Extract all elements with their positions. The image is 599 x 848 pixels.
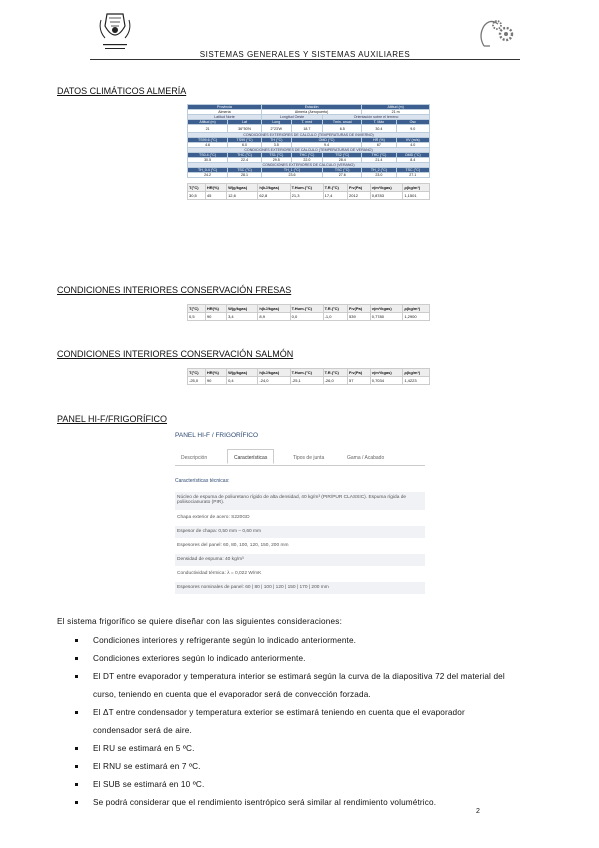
- climate-cell: TSC (°C): [228, 168, 262, 173]
- climate-cell: 23.0: [362, 173, 396, 178]
- header-title: SISTEMAS GENERALES Y SISTEMAS AUXILIARES: [199, 50, 411, 59]
- salmon-header: h(kJ/kgas): [258, 369, 290, 377]
- psychro-value: 30,5: [188, 192, 206, 200]
- salmon-value: -25,1: [290, 377, 323, 385]
- climate-cell: THC (°C): [362, 153, 396, 158]
- climate-cell: 29.5: [261, 158, 291, 163]
- characteristic-row: Núcleo de espuma de poliuretano rígido de alta densidad, 40 kg/m³ (PIR/PUR CLASSIC). Espuma rígida de poliisocianurato (PIR).: [175, 492, 425, 510]
- salmon-header: W(g/kgas): [227, 369, 258, 377]
- tab-descripcion[interactable]: Descripción: [181, 455, 208, 461]
- list-item-text: El RNU se estimará en 7 ºC.: [93, 762, 201, 771]
- climate-cell: 4.0: [396, 143, 429, 148]
- climate-cell: TH_0.4 (°C): [188, 168, 228, 173]
- bullet-icon: [75, 657, 78, 660]
- characteristic-row: Conductividad térmica: λ = 0,022 W/mK: [177, 571, 262, 576]
- characteristic-row: Densidad de espuma: 40 kg/m³: [175, 554, 425, 566]
- climate-cell: THC (°C): [228, 153, 262, 158]
- climate-cell: TS0.4 (°C): [188, 153, 228, 158]
- list-item-text: Condiciones interiores y refrigerante según lo indicado anteriormente.: [93, 636, 357, 645]
- list-item-text: El RU se estimará en 5 ºC.: [93, 744, 195, 753]
- section-title-panel: PANEL HI-F/FRIGORÍFICO: [57, 414, 168, 424]
- climate-cell: 2°23'W: [261, 125, 291, 133]
- climate-cell: 21.4: [362, 158, 396, 163]
- psychro-value: 0,8783: [370, 192, 403, 200]
- psychro-header: P.v(Pa): [348, 184, 371, 192]
- climate-cell: TSC (°C): [396, 168, 429, 173]
- section-title-climate: DATOS CLIMÁTICOS ALMERÍA: [57, 86, 187, 96]
- university-logo: [95, 10, 135, 54]
- climate-cell: TS99 (°C): [228, 138, 262, 143]
- climate-cell: Lat: [228, 120, 262, 125]
- panel-tabs: [175, 449, 425, 466]
- list-item-text: El ΔT entre condensador y temperatura exterior se estimará teniendo en cuenta que el evaporador condensador será de aire.: [93, 708, 465, 735]
- salmon-table: [187, 368, 430, 385]
- fresas-header: T.R.(°C): [323, 305, 347, 313]
- consideration-list: [75, 632, 515, 812]
- bullet-icon: [75, 765, 78, 768]
- characteristic-row: Espesores del panel: 60, 80, 100, 120, 150, 200 mm: [177, 543, 289, 548]
- climate-cell: Osc: [396, 120, 429, 125]
- climate-cell: HR (%): [362, 138, 396, 143]
- climate-cell-highlighted: THC (°C): [291, 153, 322, 158]
- list-item-text: El SUB se estimará en 10 ºC.: [93, 780, 205, 789]
- salmon-value: 1,4223: [403, 377, 430, 385]
- characteristic-row: Espesores nominales de panel: 60 | 80 | 100 | 120 | 150 | 170 | 200 mm: [175, 582, 425, 594]
- climate-cell-highlighted: TH_1 (°C): [261, 168, 322, 173]
- climate-data-table: [187, 104, 430, 200]
- climate-cell: VV (m/s): [396, 138, 429, 143]
- climate-band: CONDICIONES EXTERIORES DE CÁLCULO (TEMPERATURAS DE VERANO): [188, 148, 430, 153]
- fresas-value: 0,0: [290, 313, 323, 321]
- psychro-value: 12,6: [227, 192, 258, 200]
- bullet-icon: [75, 801, 78, 804]
- climate-cell: 4.6: [188, 143, 228, 148]
- climate-cell: Latitud Norte: [188, 115, 262, 120]
- climate-cell: Orientación sobre el terreno: [323, 115, 430, 120]
- list-item: [75, 758, 515, 776]
- fresas-header: h(kJ/kgas): [258, 305, 290, 313]
- climate-band: CONDICIONES EXTERIORES DE CÁLCULO (TEMPERATURAS DE INVIERNO): [188, 133, 430, 138]
- psychro-header: T.R.(°C): [323, 184, 347, 192]
- climate-cell: 18.7: [291, 125, 322, 133]
- fresas-header: T.Hum.(°C): [290, 305, 323, 313]
- header-rule: [90, 59, 520, 60]
- climate-cell: Provincia: [188, 105, 262, 110]
- bullet-icon: [75, 639, 78, 642]
- climate-cell: Almería (Aeropuerto): [261, 110, 361, 115]
- fresas-header: ρ(kg/m³): [403, 305, 430, 313]
- climate-cell: Tmin. anual: [323, 120, 362, 125]
- bullet-icon: [75, 675, 78, 678]
- salmon-value: -26,0: [323, 377, 347, 385]
- fresas-value: 0,7780: [370, 313, 403, 321]
- list-item: [75, 668, 515, 704]
- salmon-value: 90: [205, 377, 226, 385]
- climate-cell: TH (°C): [261, 138, 291, 143]
- list-item: [75, 776, 515, 794]
- list-item: [75, 704, 515, 740]
- intro-paragraph: El sistema frigorífico se quiere diseñar con las siguientes consideraciones:: [57, 617, 343, 626]
- page-number: 2: [476, 808, 480, 815]
- climate-cell: 27.6: [323, 173, 362, 178]
- climate-cell: Altitud (m): [188, 120, 228, 125]
- climate-band: CONDICIONES EXTERIORES DE CÁLCULO (VERANO): [188, 163, 430, 168]
- psychro-header: T.Hum.(°C): [290, 184, 323, 192]
- climate-cell: Long: [261, 120, 291, 125]
- climate-cell: 21 m: [362, 110, 430, 115]
- climate-cell: 28.1: [228, 173, 262, 178]
- psychro-value: 1,1501: [403, 192, 430, 200]
- climate-cell: TS1 (°C): [261, 153, 291, 158]
- climate-cell: 30.5: [188, 158, 228, 163]
- climate-cell: 21: [188, 125, 228, 133]
- salmon-header: T.Hum.(°C): [290, 369, 323, 377]
- climate-cell: 24.2: [188, 173, 228, 178]
- climate-psychro-table: [187, 183, 430, 200]
- psychro-header: ρ(kg/m³): [403, 184, 430, 192]
- climate-table-main: [187, 104, 430, 178]
- tab-caracteristicas[interactable]: Características: [227, 449, 274, 464]
- fresas-header: P.v(Pa): [348, 305, 371, 313]
- fresas-value: 8,9: [258, 313, 290, 321]
- fresas-value: -1,0: [323, 313, 347, 321]
- section-title-salmon: CONDICIONES INTERIORES CONSERVACIÓN SALMÓN: [57, 349, 294, 359]
- climate-cell: 3.5: [261, 143, 291, 148]
- climate-cell: 27.1: [396, 173, 429, 178]
- climate-cell: 36°50'N: [228, 125, 262, 133]
- bullet-icon: [75, 747, 78, 750]
- head-gears-icon: [476, 16, 518, 50]
- tab-tipos-junta[interactable]: Tipos de junta: [293, 455, 325, 461]
- salmon-header: T(°C): [188, 369, 206, 377]
- characteristics-title: Características técnicas:: [175, 478, 230, 484]
- climate-cell: Altitud (m): [362, 105, 430, 110]
- salmon-header: v(m³/kgas): [370, 369, 403, 377]
- climate-cell: TSC (°C): [323, 168, 362, 173]
- climate-cell: Almería: [188, 110, 262, 115]
- salmon-value: -24,0: [258, 377, 290, 385]
- fresas-header: v(m³/kgas): [370, 305, 403, 313]
- climate-cell: Estación: [261, 105, 361, 110]
- list-item: [75, 794, 515, 812]
- panel-title: PANEL HI-F / FRIGORÍFICO: [175, 432, 259, 439]
- fresas-table: [187, 304, 430, 321]
- fresas-header: W(g/kgas): [227, 305, 258, 313]
- climate-cell: 23.6: [261, 173, 322, 178]
- climate-cell: TH_2 (°C): [362, 168, 396, 173]
- climate-cell: 9.4: [291, 143, 362, 148]
- climate-cell: OMD (°C): [396, 153, 429, 158]
- panel-screenshot: [175, 432, 425, 592]
- climate-cell: 22.4: [228, 158, 262, 163]
- climate-cell: TS99.6 (°C): [188, 138, 228, 143]
- list-item: [75, 650, 515, 668]
- fresas-header: T(°C): [188, 305, 206, 313]
- salmon-header: P.v(Pa): [348, 369, 371, 377]
- psychro-value: 62,8: [258, 192, 290, 200]
- psychro-header: HR(%): [205, 184, 226, 192]
- fresas-value: 1,2900: [403, 313, 430, 321]
- salmon-table-wrap: [187, 368, 430, 385]
- climate-cell: 30.4: [362, 125, 396, 133]
- climate-cell: T. med: [291, 120, 322, 125]
- salmon-header: T.R.(°C): [323, 369, 347, 377]
- salmon-header: HR(%): [205, 369, 226, 377]
- climate-cell: 6.0: [228, 143, 262, 148]
- climate-cell: 8.4: [396, 158, 429, 163]
- fresas-value: 3,4: [227, 313, 258, 321]
- psychro-value: 45: [205, 192, 226, 200]
- list-item: [75, 632, 515, 650]
- climate-cell-highlighted: 22.0: [291, 158, 322, 163]
- climate-cell: 6.5: [323, 125, 362, 133]
- bullet-icon: [75, 783, 78, 786]
- list-item-text: Condiciones exteriores según lo indicado anteriormente.: [93, 654, 306, 663]
- salmon-value: 0,7034: [370, 377, 403, 385]
- section-title-fresas: CONDICIONES INTERIORES CONSERVACIÓN FRESAS: [57, 285, 292, 295]
- climate-cell: 67: [362, 143, 396, 148]
- psychro-value: 17,4: [323, 192, 347, 200]
- bullet-icon: [75, 711, 78, 714]
- fresas-value: 0,5: [188, 313, 206, 321]
- climate-cell: Longitud Oeste: [261, 115, 322, 120]
- fresas-value: 539: [348, 313, 371, 321]
- climate-cell: 28.4: [323, 158, 362, 163]
- list-item-text: Se podrá considerar que el rendimiento isentrópico será similar al rendimiento volumétrico.: [93, 798, 437, 807]
- tab-gama-acabado[interactable]: Gama / Acabado: [347, 455, 385, 461]
- climate-cell: TS2 (°C): [323, 153, 362, 158]
- climate-cell: OMD (°C): [291, 138, 362, 143]
- list-item-text: El DT entre evaporador y temperatura interior se estimará según la curva de la diapositiva 72 del material del curso, teniendo en cuenta que el evaporador será de convección forzada.: [93, 672, 505, 699]
- psychro-value: 2012: [348, 192, 371, 200]
- salmon-value: 57: [348, 377, 371, 385]
- fresas-table-wrap: [187, 304, 430, 321]
- fresas-header: HR(%): [205, 305, 226, 313]
- psychro-header: T(°C): [188, 184, 206, 192]
- salmon-value: 0,4: [227, 377, 258, 385]
- psychro-header: v(m³/kgas): [370, 184, 403, 192]
- climate-cell: 9.0: [396, 125, 429, 133]
- psychro-header: W(g/kgas): [227, 184, 258, 192]
- characteristic-row: Espesor de chapa: 0,50 mm – 0,60 mm: [175, 526, 425, 538]
- psychro-header: h(kJ/kgas): [258, 184, 290, 192]
- salmon-header: ρ(kg/m³): [403, 369, 430, 377]
- list-item: [75, 740, 515, 758]
- climate-cell: T. Máx: [362, 120, 396, 125]
- psychro-value: 21,3: [290, 192, 323, 200]
- salmon-value: -25,0: [188, 377, 206, 385]
- characteristic-row: Chapa exterior de acero: S220GD: [177, 515, 250, 520]
- fresas-value: 90: [205, 313, 226, 321]
